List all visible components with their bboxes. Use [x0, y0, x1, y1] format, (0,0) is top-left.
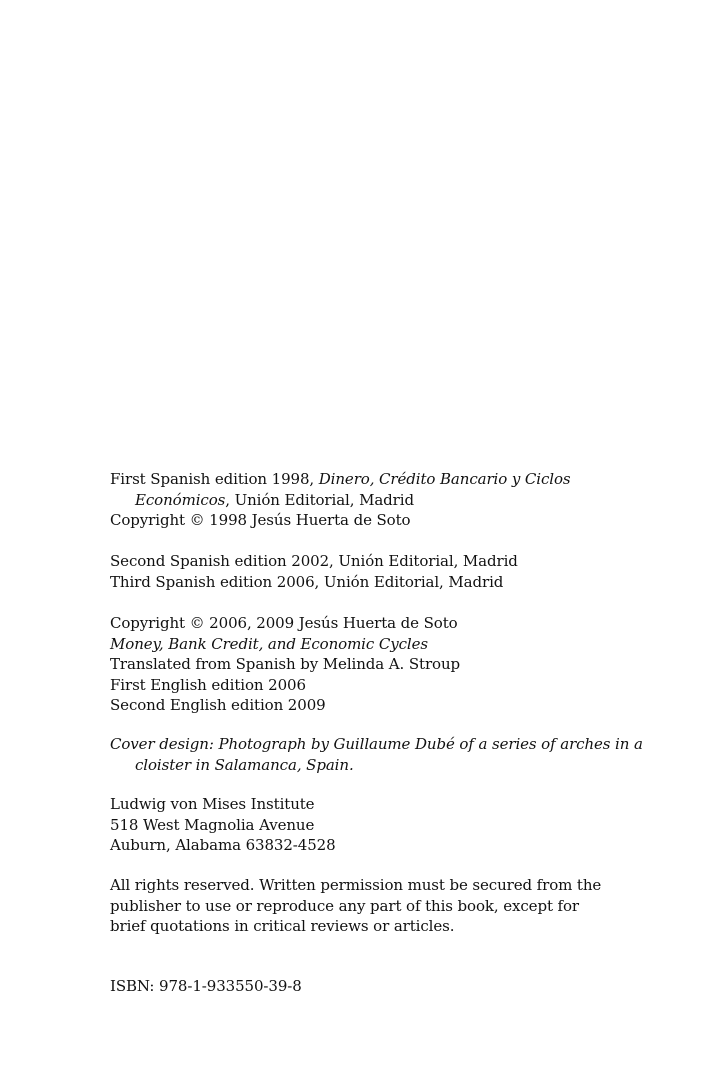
publisher-street: 518 West Magnolia Avenue: [110, 815, 315, 834]
second-english-edition-line: Second English edition 2009: [110, 696, 326, 714]
spanish-copyright-line: Copyright © 1998 Jesús Huerta de Soto: [110, 511, 411, 529]
first-spanish-edition-continuation: [110, 490, 630, 511]
publisher-city: Auburn, Alabama 63832-4528: [110, 836, 336, 854]
first-spanish-edition-block: [110, 469, 630, 531]
first-spanish-edition-text: First Spanish edition 1998,: [110, 470, 319, 488]
english-copyright-line: Copyright © 2006, 2009 Jesús Huerta de Soto: [110, 614, 458, 632]
first-spanish-edition-line: [110, 469, 630, 490]
third-spanish-edition-line: Third Spanish edition 2006, Unión Editorial, Madrid: [110, 572, 504, 591]
spanish-publisher-text: , Unión Editorial, Madrid: [225, 490, 414, 509]
publisher-name: Ludwig von Mises Institute: [110, 795, 315, 813]
cover-design-line1: Cover design: Photograph by Guillaume Dubé of a series of arches in a: [110, 735, 643, 753]
rights-block: [110, 875, 630, 937]
publisher-address-block: [110, 794, 630, 856]
isbn-block: [110, 976, 630, 997]
second-spanish-edition-line: Second Spanish edition 2002, Unión Editorial, Madrid: [110, 552, 518, 570]
cover-design-block: [110, 734, 643, 775]
spanish-title-part1: Dinero, Crédito Bancario y Ciclos: [318, 470, 571, 488]
english-title-line: Money, Bank Credit, and Economic Cycles: [110, 634, 428, 653]
isbn-line: ISBN: 978-1-933550-39-8: [110, 977, 302, 995]
translator-line: Translated from Spanish by Melinda A. Stroup: [110, 655, 461, 673]
spanish-title-part2: Económicos: [135, 490, 226, 509]
english-edition-block: [110, 613, 630, 716]
first-english-edition-line: First English edition 2006: [110, 675, 306, 694]
rights-line2: publisher to use or reproduce any part of this book, except for: [110, 896, 580, 915]
rights-line3: brief quotations in critical reviews or articles.: [110, 917, 455, 935]
rights-line1: All rights reserved. Written permission must be secured from the: [110, 876, 602, 894]
later-spanish-editions-block: [110, 551, 630, 592]
cover-design-line2: cloister in Salamanca, Spain.: [135, 755, 354, 774]
